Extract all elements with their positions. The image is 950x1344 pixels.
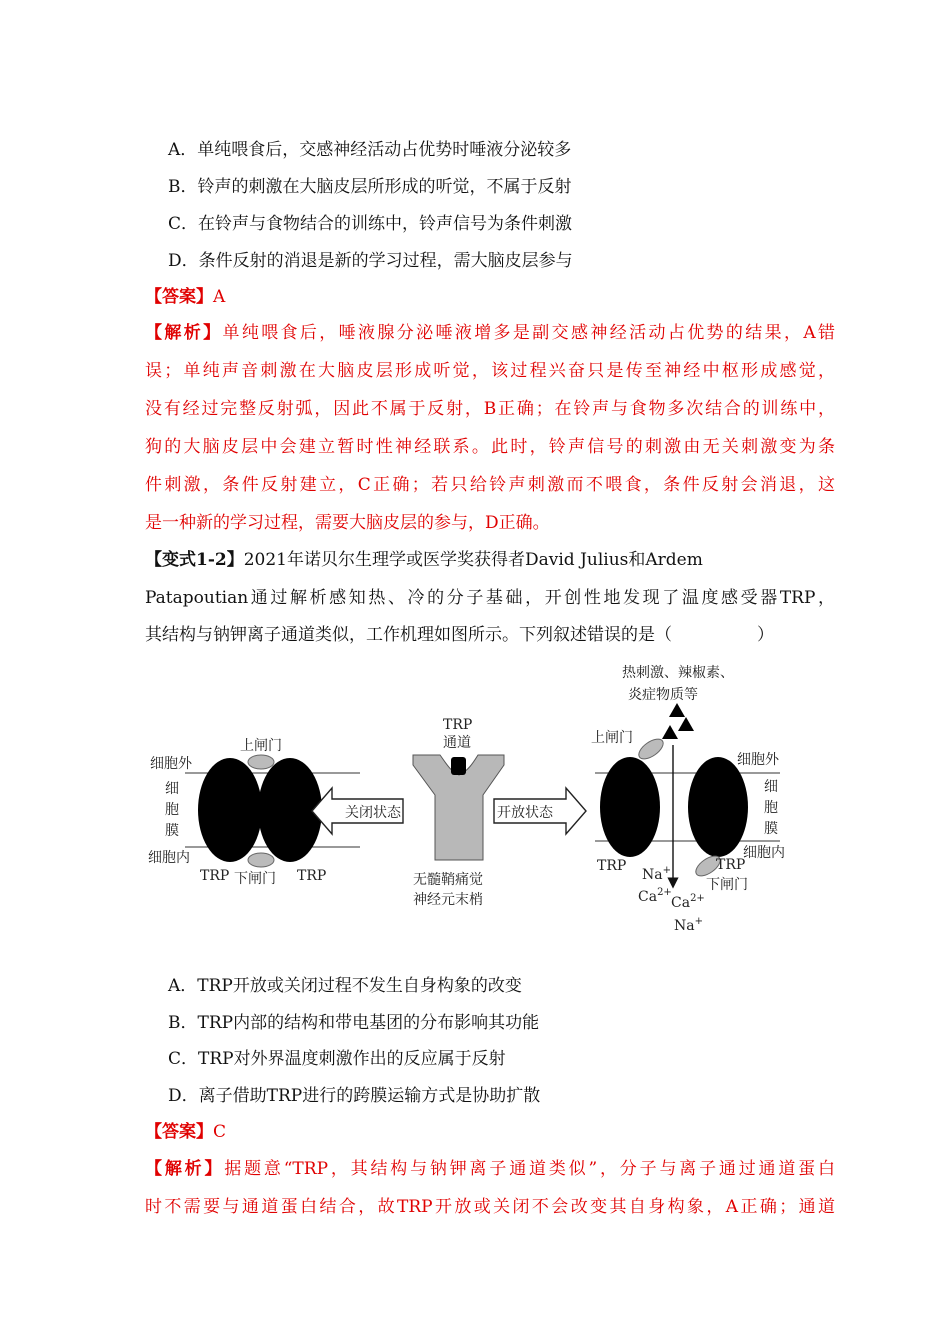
analysis-line: 件刺激，条件反射建立，C正确；若只给铃声刺激而不喂食，条件反射会消退，这 xyxy=(145,475,835,495)
membrane-label-1: 细 xyxy=(165,781,179,797)
stimulus-triangle-icon xyxy=(678,717,694,731)
stimulus-triangle-icon xyxy=(662,725,678,739)
stimulus-label-1: 热刺激、辣椒素、 xyxy=(622,665,734,681)
question-tag: 【变式1-2】 xyxy=(145,550,244,570)
option-c: C．TRP对外界温度刺激作出的反应属于反射 xyxy=(168,1049,506,1069)
option-a: A．单纯喂食后，交感神经活动占优势时唾液分泌较多 xyxy=(168,140,572,160)
open-state-label: 开放状态 xyxy=(497,805,553,821)
analysis-line: 误；单纯声音刺激在大脑皮层形成听觉，该过程兴奋只是传至神经中枢形成感觉， xyxy=(145,361,835,381)
trp-channel-label-1: TRP xyxy=(443,717,473,733)
closed-state-label: 关闭状态 xyxy=(345,805,401,821)
stimulus-triangle-icon xyxy=(669,703,685,717)
option-b: B．铃声的刺激在大脑皮层所形成的听觉，不属于反射 xyxy=(168,177,572,197)
upper-gate-label: 上闸门 xyxy=(240,738,282,754)
answer-value: C xyxy=(213,1122,227,1142)
sodium-ion-label: Na+ xyxy=(674,916,703,934)
trp-subunit-left-open xyxy=(600,757,660,857)
option-d: D．条件反射的消退是新的学习过程，需大脑皮层参与 xyxy=(168,251,573,271)
upper-gate-label: 上闸门 xyxy=(591,730,633,746)
membrane-label-2: 胞 xyxy=(764,800,778,816)
upper-gate-open xyxy=(636,735,667,763)
answer-tag: 【答案】 xyxy=(145,287,213,307)
trp-label: TRP xyxy=(716,857,746,873)
trp-diagram xyxy=(140,655,820,940)
analysis-line: 时不需要与通道蛋白结合，故TRP开放或关闭不会改变其自身构象，A正确；通道 xyxy=(145,1197,835,1217)
lower-gate-closed xyxy=(248,853,274,867)
trp-label: TRP xyxy=(297,868,327,884)
calcium-ion-label: $Ca^{2+}$ xyxy=(671,893,705,911)
answer-line-2 xyxy=(145,1120,226,1144)
lower-gate-label: 下闸门 xyxy=(706,877,748,893)
answer-tag: 【答案】 xyxy=(145,1122,213,1142)
membrane-label-3: 膜 xyxy=(165,823,179,839)
trp-label: TRP xyxy=(200,868,230,884)
membrane-label-2: 胞 xyxy=(165,802,179,818)
answer-value: A xyxy=(213,287,226,307)
inside-label: 细胞内 xyxy=(148,850,190,866)
inside-label: 细胞内 xyxy=(743,845,785,861)
sodium-ion-label: Na+ xyxy=(642,865,671,883)
calcium-ion-label: $Ca^{2+}$ xyxy=(638,887,672,905)
question-stem-line: Patapoutian通过解析感知热、冷的分子基础，开创性地发现了温度感受器TRP， xyxy=(145,588,835,608)
outside-label: 细胞外 xyxy=(737,752,779,768)
analysis-line xyxy=(145,1157,835,1181)
lower-gate-label: 下闸门 xyxy=(234,871,276,887)
neuron-label-1: 无髓鞘痛觉 xyxy=(413,872,483,888)
neuron-label-2: 神经元末梢 xyxy=(413,892,483,908)
question-stem-text: 2021年诺贝尔生理学或医学奖获得者David Julius和Ardem xyxy=(243,550,703,570)
analysis-line xyxy=(145,321,835,345)
trp-label: TRP xyxy=(597,858,627,874)
analysis-tag: 【解析】 xyxy=(145,1159,225,1179)
membrane-label-1: 细 xyxy=(764,779,778,795)
option-b: B．TRP内部的结构和带电基团的分布影响其功能 xyxy=(168,1013,540,1033)
trp-subunit-right-open xyxy=(688,757,748,857)
membrane-label-3: 膜 xyxy=(764,821,778,837)
question-stem-line xyxy=(145,548,703,572)
option-a: A．TRP开放或关闭过程不发生自身构象的改变 xyxy=(168,976,522,996)
stimulus-label-2: 炎症物质等 xyxy=(628,687,698,703)
upper-gate-closed xyxy=(248,755,274,769)
analysis-text: 据题意“TRP，其结构与钠钾离子通道类似”，分子与离子通过通道蛋白 xyxy=(224,1159,835,1179)
analysis-line: 狗的大脑皮层中会建立暂时性神经联系。此时，铃声信号的刺激由无关刺激变为条 xyxy=(145,437,835,457)
answer-line-1 xyxy=(145,285,225,309)
trp-channel-marker xyxy=(451,757,466,775)
analysis-text: 单纯喂食后，唾液腺分泌唾液增多是副交感神经活动占优势的结果，A错 xyxy=(222,323,836,343)
outside-label: 细胞外 xyxy=(150,756,192,772)
trp-channel-label-2: 通道 xyxy=(443,735,471,751)
trp-subunit-left xyxy=(198,758,262,862)
option-d: D．离子借助TRP进行的跨膜运输方式是协助扩散 xyxy=(168,1086,541,1106)
analysis-line: 没有经过完整反射弧，因此不属于反射，B正确；在铃声与食物多次结合的训练中， xyxy=(145,399,835,419)
analysis-tag: 【解析】 xyxy=(145,323,223,343)
option-c: C．在铃声与食物结合的训练中，铃声信号为条件刺激 xyxy=(168,214,573,234)
question-stem-line: 其结构与钠钾离子通道类似，工作机理如图所示。下列叙述错误的是（ ） xyxy=(145,625,774,645)
analysis-line: 是一种新的学习过程，需要大脑皮层的参与，D正确。 xyxy=(145,513,550,533)
